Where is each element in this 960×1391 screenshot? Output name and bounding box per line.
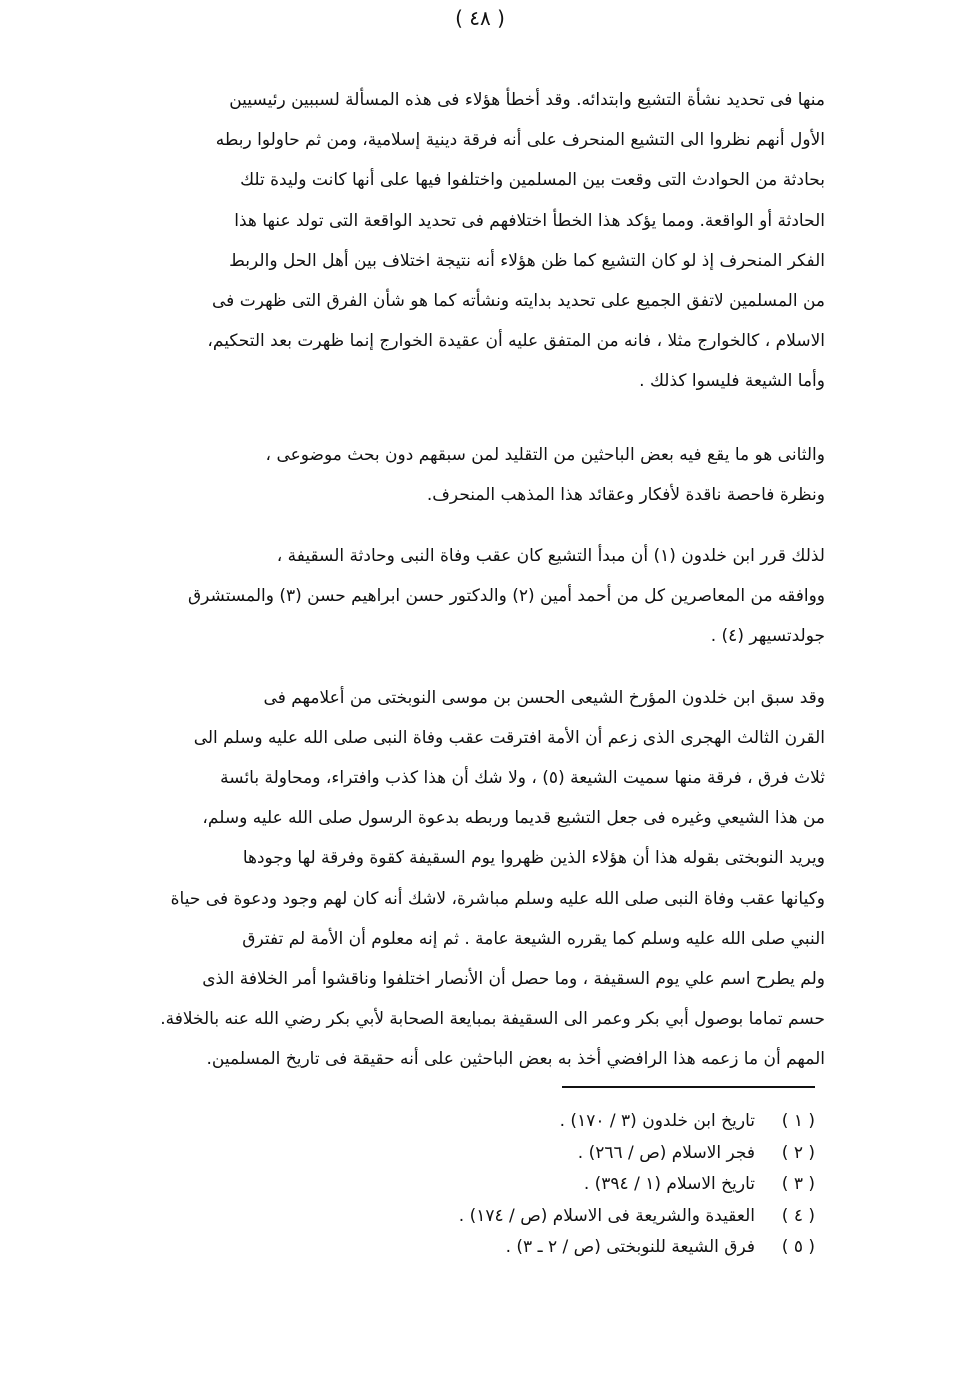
text-line: وأما الشيعة فليسوا كذلك . xyxy=(639,371,825,392)
text-line: جولدتسيهر (٤) . xyxy=(710,626,825,647)
text-line: الحادثة أو الواقعة. ومما يؤكد هذا الخطأ اختلافهم فى تحديد الواقعة التى تولد عنها هذا xyxy=(234,210,825,231)
text-line: بحادثة من الحوادث التى وقعت بين المسلمين واختلفوا فيها على أنها كانت وليدة تلك xyxy=(240,170,825,191)
footnote-number: ( ٤ ) xyxy=(781,1205,815,1226)
footnote-number: ( ١ ) xyxy=(781,1111,815,1131)
text-line: ووافقه من المعاصرين كل من أحمد أمين (٢) والدكتور حسن ابراهيم حسن (٣) والمستشرق xyxy=(187,586,825,607)
body-text xyxy=(160,80,825,1080)
footnote-number: ( ٢ ) xyxy=(781,1142,815,1163)
text-line: المهم أن ما زعمه هذا الرافضي أخذ به بعض الباحثين على أنه حقيقة فى تاريخ المسلمين. xyxy=(206,1049,825,1070)
footnote-number: ( ٣ ) xyxy=(781,1174,815,1194)
footnote-divider xyxy=(562,1086,815,1088)
text-line: من هذا الشيعي وغيره فى جعل التشيع قديما وربطه بدعوة الرسول صلى الله عليه وسلم، xyxy=(202,808,825,829)
text-line: الأول أنهم نظروا الى التشيع المنحرف على أنه فرقة دينية إسلامية، ومن ثم حاولوا ربطه xyxy=(215,130,825,151)
footnote-item xyxy=(420,1169,815,1201)
text-line: القرن الثالث الهجرى الذى زعم أن الأمة افترقت عقب وفاة النبى صلى الله عليه وسلم الى xyxy=(193,727,825,748)
text-line: الفكر المنحرف إذ لو كان التشيع كما ظن هؤلاء أنه نتيجة اختلاف بين أهل الحل والربط xyxy=(229,250,825,271)
footnote-text: فرق الشيعة للنوبختى (ص / ٢ ـ ٣) . xyxy=(505,1237,755,1257)
page-number: ( ٤٨ ) xyxy=(455,6,505,30)
text-line: من المسلمين لاتفق الجميع على تحديد بدايته ونشأته كما هو شأن الفرق التى ظهرت فى xyxy=(212,291,825,312)
footnote-item xyxy=(420,1232,815,1264)
footnote-text: تاريخ الاسلام (١ / ٣٩٤) . xyxy=(583,1174,755,1194)
text-line: ويريد النوبختى بقوله هذا أن هؤلاء الذين ظهروا يوم السقيفة كقوة وفرقة لها وجودها xyxy=(242,848,825,869)
paragraph-4 xyxy=(160,678,825,1080)
text-line: منها فى تحديد نشأة التشيع وابتدائه. وقد أخطأ هؤلاء فى هذه المسألة لسببين رئيسيين xyxy=(229,90,825,110)
text-line: ونظرة فاحصة ناقدة لأفكار وعقائد هذا المذهب المنحرف. xyxy=(426,484,825,505)
footnote-text: تاريخ ابن خلدون (٣ / ١٧٠) . xyxy=(559,1111,755,1131)
text-line: لذلك قرر ابن خلدون (١) أن مبدأ التشيع كان عقب وفاة النبى وحادثة السقيفة ، xyxy=(276,546,825,567)
text-line: وقد سبق ابن خلدون المؤرخ الشيعى الحسن بن موسى النوبختى من أعلامهم فى xyxy=(263,687,825,708)
footnote-item xyxy=(420,1201,815,1233)
footnote-item xyxy=(420,1106,815,1138)
text-line: والثانى هو ما يقع فيه بعض الباحثين من التقليد لمن سبقهم دون بحث موضوعى ، xyxy=(265,444,825,465)
footnotes xyxy=(420,1106,815,1264)
footnote-number: ( ٥ ) xyxy=(781,1237,815,1257)
text-line: حسم تماما بوصول أبي بكر وعمر الى السقيفة بمبايعة الصحابة لأبي بكر رضي الله عنه بالخلافة. xyxy=(160,1009,825,1030)
paragraph-3 xyxy=(160,536,825,657)
text-line: الاسلام ، كالخوارج مثلا ، فانه من المتفق عليه أن عقيدة الخوارج إنما ظهرت بعد التحكيم، xyxy=(207,331,825,352)
text-line: وكيانها عقب وفاة النبى صلى الله عليه وسلم مباشرة، لاشك أنه كان لهم وجود ودعوة فى حياة xyxy=(170,888,825,909)
paragraph-1 xyxy=(160,80,825,402)
footnote-text: العقيدة والشريعة فى الاسلام (ص / ١٧٤) . xyxy=(458,1205,755,1226)
text-line: ولم يطرح اسم علي يوم السقيفة ، وما حصل أن الأنصار اختلفوا وناقشوا أمر الخلافة الذى xyxy=(202,969,825,990)
footnote-item xyxy=(420,1138,815,1170)
text-line: ثلاث فرق ، فرقة منها سميت الشيعة (٥) ، ولا شك أن هذا كذب وافتراء، ومحاولة بائسة xyxy=(220,768,825,789)
paragraph-2 xyxy=(160,435,825,515)
text-line: النبي صلى الله عليه وسلم كما يقرره الشيعة عامة . ثم إنه معلوم أن الأمة لم تفترق xyxy=(242,928,825,949)
footnote-text: فجر الاسلام (ص / ٢٦٦) . xyxy=(577,1142,755,1163)
